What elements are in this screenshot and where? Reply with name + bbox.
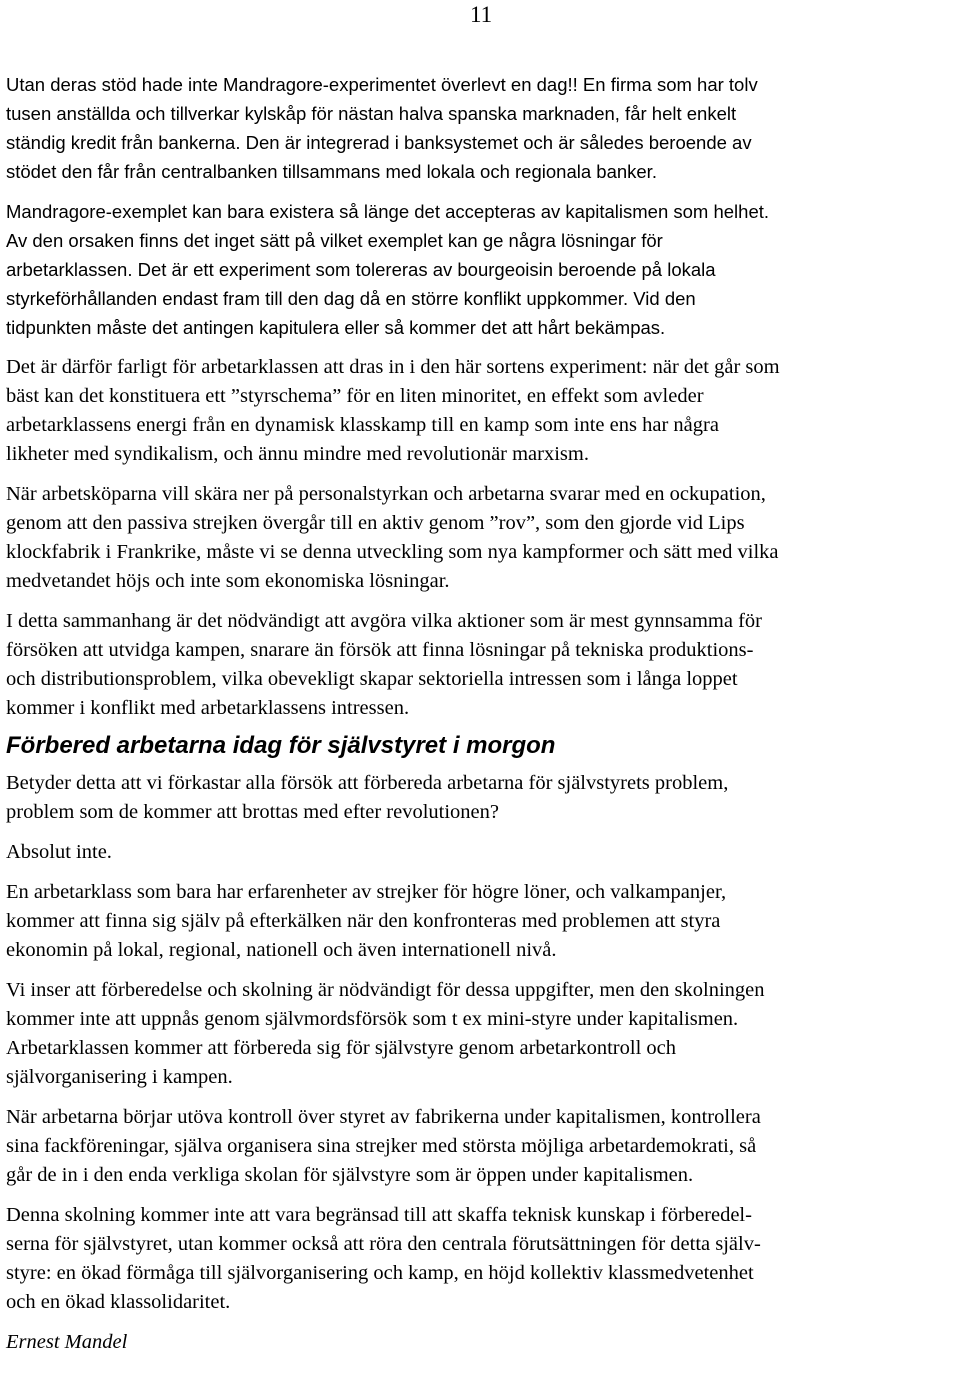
text-line: genom att den passiva strejken övergår till en aktiv genom ”rov”, som den gjorde vid Lips — [6, 512, 745, 534]
text-line: Av den orsaken finns det inget sätt på vilket exemplet kan ge några lösningar för — [6, 230, 663, 251]
text-line: arbetarklassen. Det är ett experiment som tolereras av bourgeoisin beroende på lokala — [6, 259, 716, 280]
document-body — [6, 70, 956, 1357]
text-line: tusen anställda och tillverkar kylskåp för nästan halva spanska marknaden, får helt enkelt — [6, 103, 737, 124]
text-line: Utan deras stöd hade inte Mandragore-experimentet överlevt en dag!! En firma som har tolv — [6, 74, 758, 95]
paragraph-mandragore-support — [6, 70, 956, 186]
text-line: sina fackföreningar, själva organisera sina strejker med största möjliga arbetardemokrati, så — [6, 1135, 757, 1157]
page-number: 11 — [470, 2, 493, 27]
section-heading: Förbered arbetarna idag för självstyret i morgon — [6, 732, 556, 759]
text-line: medvetandet höjs och inte som ekonomiska lösningar. — [6, 570, 450, 592]
text-line: stödet den får från centralbanken tillsammans med lokala och regionala banker. — [6, 161, 657, 182]
text-line: problem som de kommer att brottas med efter revolutionen? — [6, 801, 499, 823]
text-line: och distributionsproblem, vilka obevekligt skapar sektoriella intressen som i långa loppet — [6, 668, 738, 690]
text-line: klockfabrik i Frankrike, måste vi se denna utveckling som nya kampformer och sätt med vilka — [6, 541, 779, 563]
paragraph-control — [6, 1103, 956, 1190]
text-line: En arbetarklass som bara har erfarenheter av strejker för högre löner, och valkampanjer, — [6, 881, 727, 903]
text-line: I detta sammanhang är det nödvändigt att avgöra vilka aktioner som är mest gynnsamma för — [6, 610, 762, 632]
text-line: försöken att utvidga kampen, snarare än försök att finna lösningar på tekniska produktions- — [6, 639, 754, 661]
text-line: Arbetarklassen kommer att förbereda sig för självstyre genom arbetarkontroll och — [6, 1037, 677, 1059]
paragraph-answer — [6, 838, 956, 867]
paragraph-preparation — [6, 976, 956, 1092]
text-line: styrkeförhållanden endast fram till den dag då en större konflikt uppkommer. Vid den — [6, 288, 696, 309]
text-line: kommer i konflikt med arbetarklassens intressen. — [6, 697, 410, 719]
paragraph-experience — [6, 878, 956, 965]
paragraph-question — [6, 769, 956, 827]
text-line: ständig kredit från bankerna. Den är integrerad i banksystemet och är således beroende av — [6, 132, 752, 153]
text-line: och en ökad klassolidaritet. — [6, 1291, 231, 1313]
text-line: Absolut inte. — [6, 841, 112, 863]
text-line: Det är därför farligt för arbetarklassen att dras in i den här sortens experiment: när det går som — [6, 356, 780, 378]
text-line: Denna skolning kommer inte att vara begränsad till att skaffa teknisk kunskap i förberedel- — [6, 1204, 752, 1226]
text-line: Betyder detta att vi förkastar alla försök att förbereda arbetarna för självstyrets problem, — [6, 772, 729, 794]
text-line: självorganisering i kampen. — [6, 1066, 233, 1088]
text-line: styre: en ökad förmåga till självorganisering och kamp, en höjd kollektiv klassmedvetenhet — [6, 1262, 754, 1284]
paragraph-occupations — [6, 480, 956, 596]
text-line: går de in i den enda verkliga skolan för självstyre som är öppen under kapitalismen. — [6, 1164, 694, 1186]
paragraph-schooling — [6, 1201, 956, 1317]
paragraph-dangerous-experiments — [6, 353, 956, 469]
text-line: ekonomin på lokal, regional, nationell och även internationell nivå. — [6, 939, 557, 961]
text-line: Mandragore-exemplet kan bara existera så länge det accepteras av kapitalismen som helhet. — [6, 201, 770, 222]
paragraph-actions — [6, 607, 956, 723]
paragraph-mandragore-example — [6, 197, 956, 342]
text-line: likheter med syndikalism, och ännu mindre med revolutionär marxism. — [6, 443, 589, 465]
text-line: arbetarklassens energi från en dynamisk klasskamp till en kamp som inte ens har några — [6, 414, 719, 436]
text-line: kommer inte att uppnås genom självmordsförsök som t ex mini-styre under kapitalismen. — [6, 1008, 739, 1030]
text-line: När arbetsköparna vill skära ner på personalstyrkan och arbetarna svarar med en ockupation, — [6, 483, 766, 505]
text-line: serna för självstyret, utan kommer också att röra den centrala förutsättningen för detta själv- — [6, 1233, 761, 1255]
text-line: Vi inser att förberedelse och skolning är nödvändigt för dessa uppgifter, men den skolningen — [6, 979, 765, 1001]
author-signature: Ernest Mandel — [6, 1331, 128, 1353]
text-line: kommer att finna sig själv på efterkälken när den konfronteras med problemen att styra — [6, 910, 721, 932]
text-line: tidpunkten måste det antingen kapitulera eller så kommer det att hårt bekämpas. — [6, 317, 666, 338]
text-line: bäst kan det konstituera ett ”styrschema” för en liten minoritet, en effekt som avleder — [6, 385, 704, 407]
text-line: När arbetarna börjar utöva kontroll över styret av fabrikerna under kapitalismen, kontrollera — [6, 1106, 761, 1128]
